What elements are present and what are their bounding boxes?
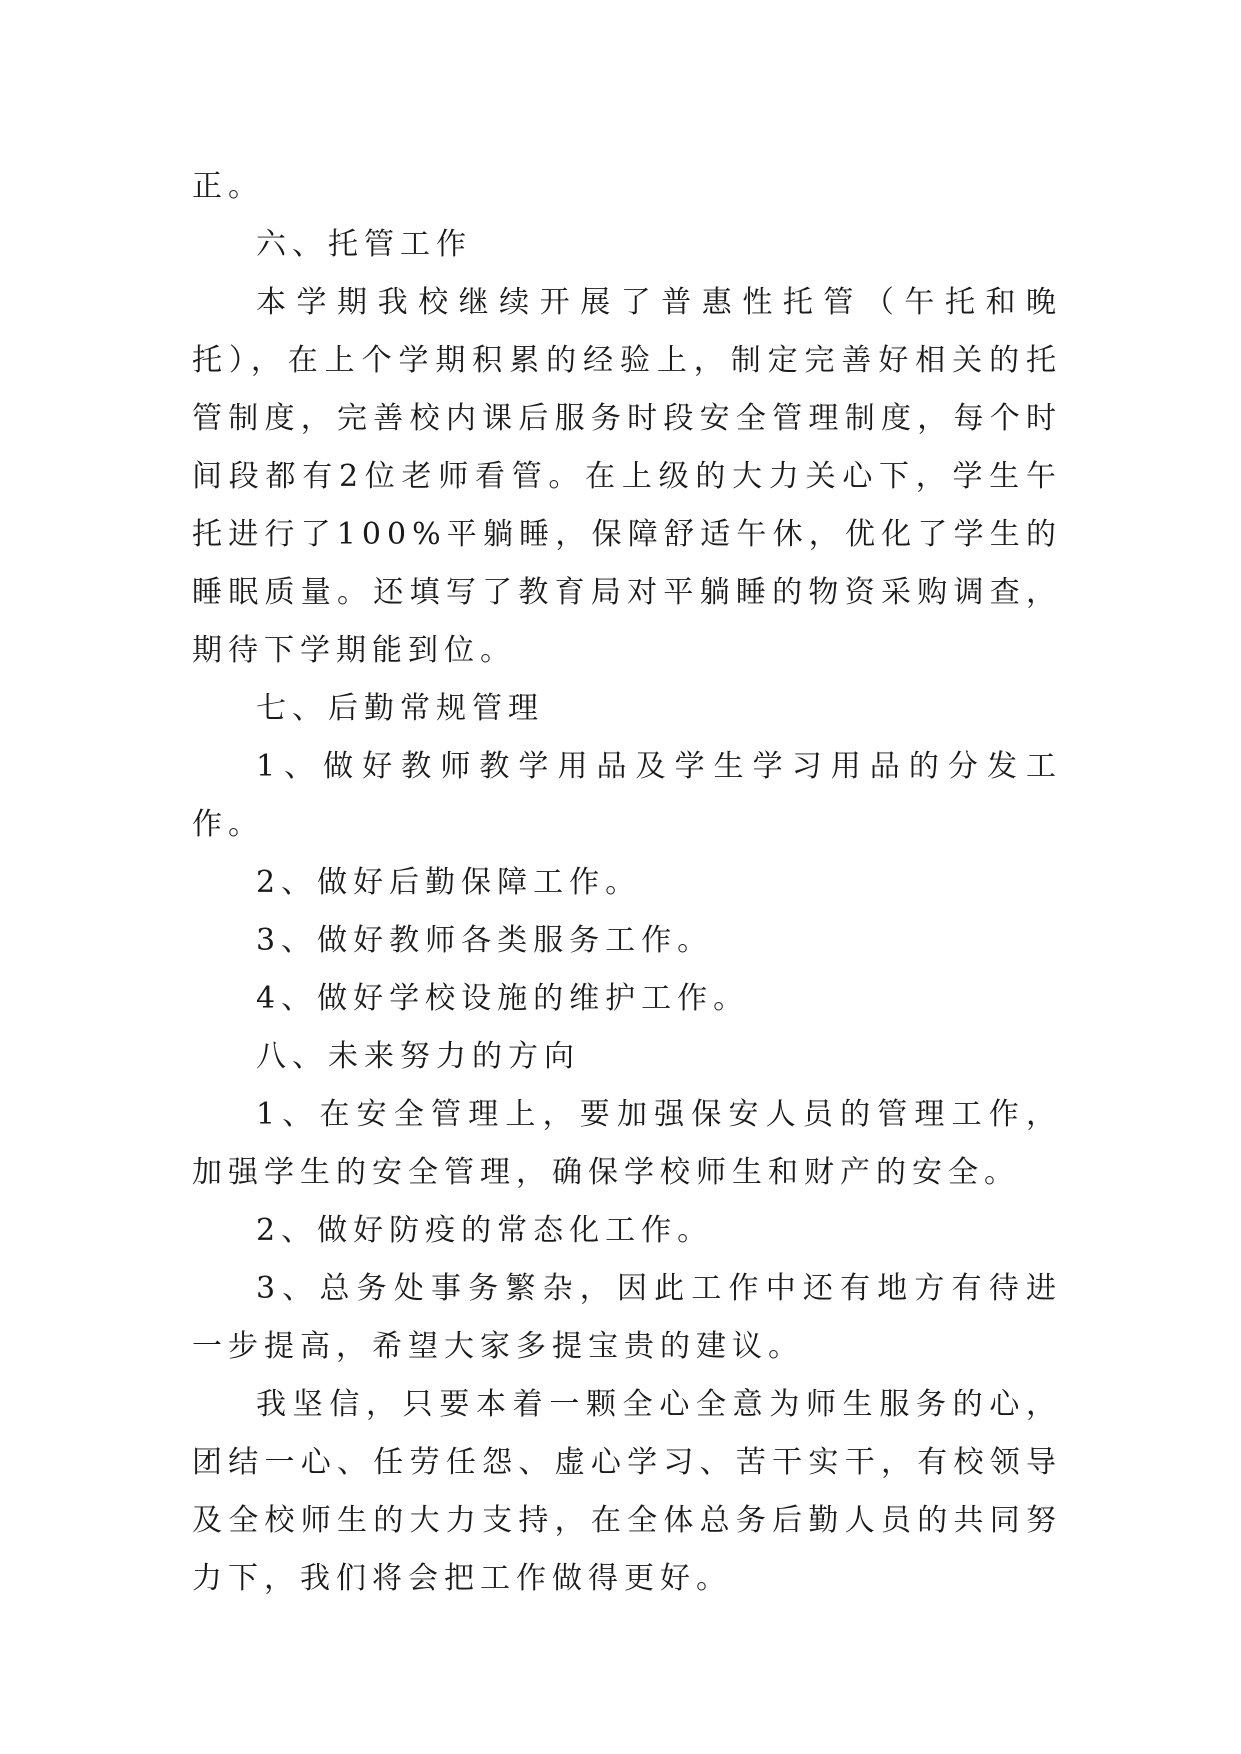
list-item: 4、做好学校设施的维护工作。 (256, 981, 750, 1016)
list-item: 3、做好教师各类服务工作。 (256, 923, 714, 958)
list-item: 1、做好教师教学用品及学生学习用品的分发工作。 (192, 749, 1062, 842)
paragraph-childcare: 本学期我校继续开展了普惠性托管（午托和晚托），在上个学期积累的经验上，制定完善好相关的托管制度，完善校内课后服务时段安全管理制度，每个时间段都有2位老师看管。在上级的大力关心下，学生午托进行了100%平躺睡，保障舒适午休，优化了学生的睡眠质量。还填写了教育局对平躺睡的物资采购调查，期待下学期能到位。 (192, 285, 1062, 668)
heading-section-seven: 七、后勤常规管理 (256, 691, 544, 726)
heading-section-six: 六、托管工作 (256, 227, 472, 262)
list-item: 1、在安全管理上，要加强保安人员的管理工作，加强学生的安全管理，确保学校师生和财产的安全。 (192, 1097, 1062, 1190)
document-body (192, 158, 1062, 1608)
paragraph-conclusion: 我坚信，只要本着一颗全心全意为师生服务的心，团结一心、任劳任怨、虚心学习、苦干实干，有校领导及全校师生的大力支持，在全体总务后勤人员的共同努力下，我们将会把工作做得更好。 (192, 1387, 1062, 1596)
list-item: 2、做好后勤保障工作。 (256, 865, 642, 900)
heading-section-eight: 八、未来努力的方向 (256, 1039, 580, 1074)
list-item: 3、总务处事务繁杂，因此工作中还有地方有待进一步提高，希望大家多提宝贵的建议。 (192, 1271, 1062, 1364)
list-item: 2、做好防疫的常态化工作。 (256, 1213, 714, 1248)
paragraph-continuation: 正。 (192, 169, 264, 204)
